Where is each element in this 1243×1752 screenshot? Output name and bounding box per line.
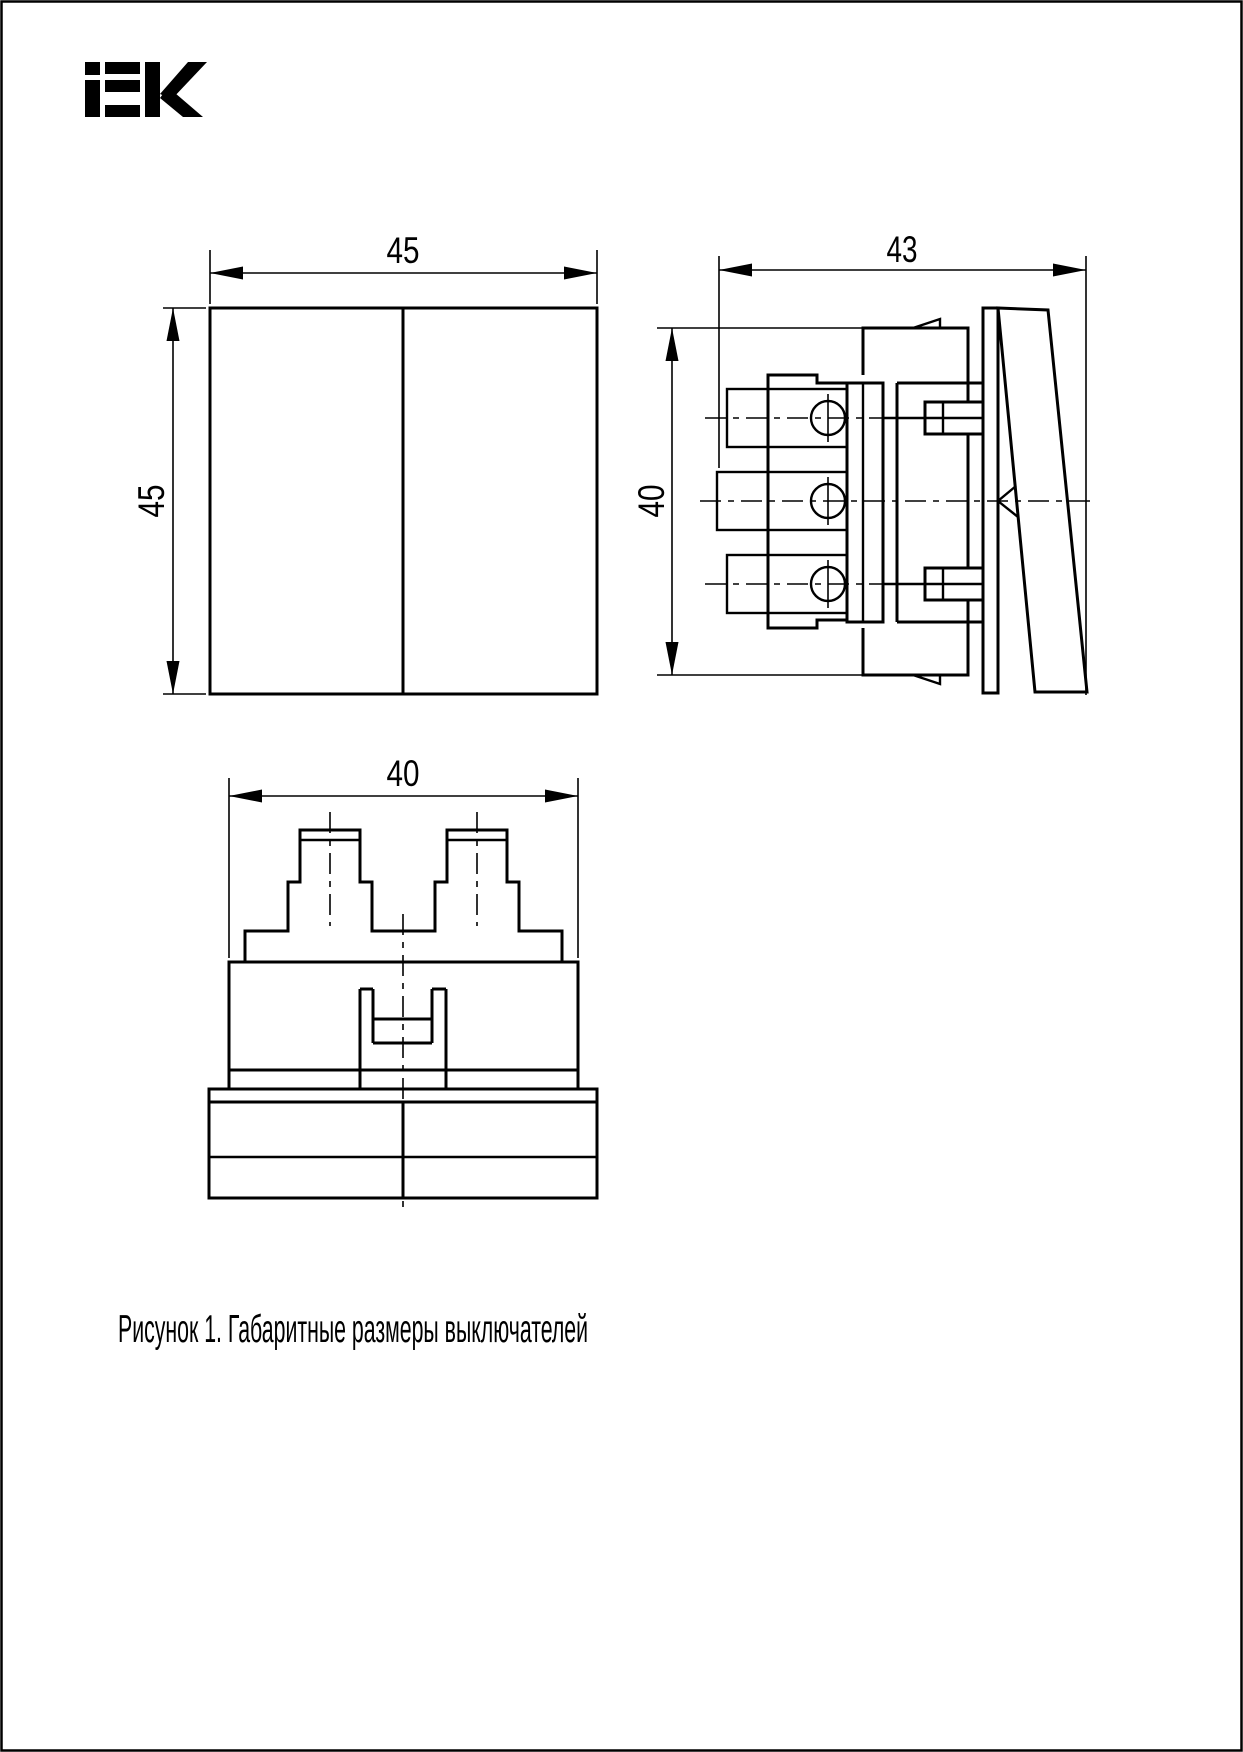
yoke-plate: [847, 383, 883, 622]
dimension-arrow-right: [545, 790, 578, 803]
dimension-arrow-right: [564, 267, 597, 280]
dimension-arrow-up: [167, 308, 180, 341]
body-bottom-bar: [863, 622, 983, 675]
dimension-arrow-down: [666, 642, 679, 675]
front-width-label: 45: [386, 230, 420, 271]
bottom-width-label: 40: [386, 753, 420, 794]
logo-e-mid-bar: [105, 80, 140, 92]
rocker-button: [998, 308, 1087, 692]
side-width-label: 43: [886, 229, 918, 270]
front-height-label: 45: [131, 476, 172, 518]
front-view: [131, 230, 597, 694]
logo-e-bottom-bar: [105, 105, 140, 117]
logo-k-stem: [145, 62, 160, 117]
body-top-bar: [863, 328, 983, 383]
dimension-arrow-down: [167, 661, 180, 694]
page-border: [2, 2, 1242, 1751]
dimension-arrow-left: [719, 264, 752, 277]
side-height-label: 40: [631, 476, 672, 518]
figure-caption: Рисунок 1. Габаритные размеры выключателей: [118, 1308, 588, 1351]
logo-i-dot: [85, 62, 100, 75]
logo-k-lower-arm: [160, 87, 203, 117]
iek-logo: [85, 62, 207, 117]
dimension-arrow-left: [210, 267, 243, 280]
bottom-view: [209, 753, 597, 1207]
side-view: [631, 229, 1097, 695]
dimension-arrow-right: [1053, 264, 1086, 277]
side-width-dimension: [719, 229, 1086, 695]
front-height-dimension: [131, 308, 206, 694]
logo-i-bar: [85, 80, 100, 117]
front-width-dimension: [210, 230, 597, 304]
logo-e-top-bar: [105, 62, 140, 74]
dimension-arrow-left: [229, 790, 262, 803]
dimension-arrow-up: [666, 328, 679, 361]
